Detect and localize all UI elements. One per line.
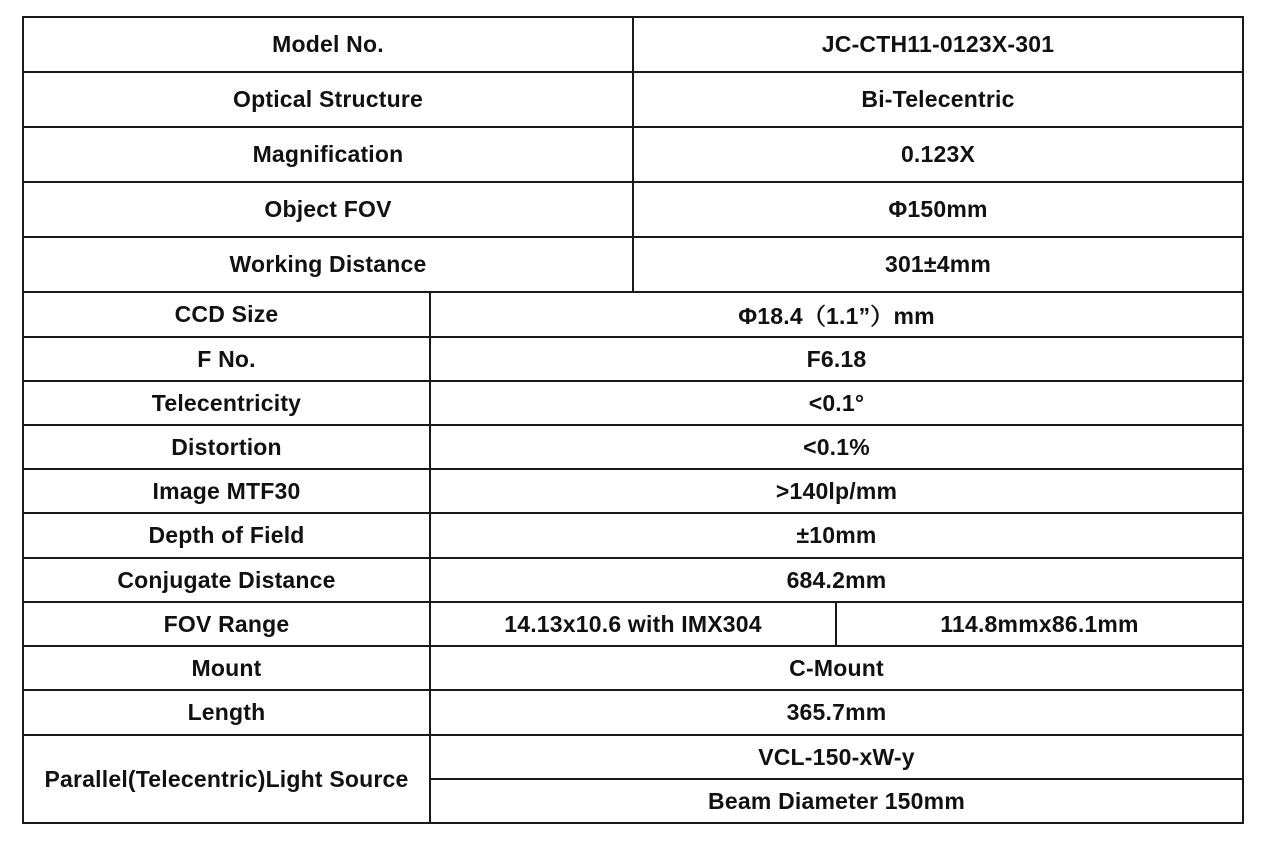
table-border-left [22,16,24,824]
column-divider [632,16,634,292]
value-light-source-beam: Beam Diameter 150mm [708,787,965,814]
table-border-bottom [22,822,1244,824]
row-divider [22,424,1244,426]
column-divider [429,291,431,824]
value-fov-range-size: 114.8mmx86.1mm [940,610,1139,637]
row-divider [429,778,1244,780]
value-length: 365.7mm [786,699,887,725]
value-ccd-size: Φ18.4（1.1”）mm [738,303,935,329]
label-magnification: Magnification [252,141,404,167]
row-divider [22,689,1244,691]
row-divider [22,557,1244,559]
label-ccd-size: CCD Size [174,301,279,327]
label-light-source: Parallel(Telecentric)Light Source [44,765,409,792]
table-border-right [1242,16,1244,824]
row-divider [22,734,1244,736]
value-f-no: F6.18 [806,345,867,372]
label-model-no: Model No. [272,31,384,57]
column-divider [835,601,837,647]
label-working-distance: Working Distance [229,251,427,277]
value-conjugate-distance: 684.2mm [786,566,887,593]
label-telecentricity: Telecentricity [151,389,302,416]
label-object-fov: Object FOV [264,196,392,222]
row-divider [22,512,1244,514]
value-optical-structure: Bi-Telecentric [861,86,1015,112]
value-mount: C-Mount [789,654,884,681]
label-optical-structure: Optical Structure [233,86,423,112]
label-fov-range: FOV Range [163,610,290,637]
row-divider [22,380,1244,382]
value-model-no: JC-CTH11-0123X-301 [821,31,1055,57]
value-fov-range-sensor: 14.13x10.6 with IMX304 [504,610,762,637]
row-divider [22,468,1244,470]
label-conjugate-distance: Conjugate Distance [117,566,336,593]
row-divider [22,601,1244,603]
value-working-distance: 301±4mm [884,251,992,277]
label-f-no: F No. [197,345,256,372]
row-divider [22,336,1244,338]
value-image-mtf30: >140lp/mm [775,477,898,504]
label-depth-of-field: Depth of Field [148,522,305,548]
row-divider [22,645,1244,647]
value-object-fov: Φ150mm [888,196,988,222]
value-depth-of-field: ±10mm [796,522,877,548]
label-distortion: Distortion [171,433,282,460]
label-image-mtf30: Image MTF30 [152,477,301,504]
value-distortion: <0.1% [803,433,870,460]
value-telecentricity: <0.1° [808,389,865,416]
value-light-source-model: VCL-150-xW-y [758,743,915,770]
value-magnification: 0.123X [900,141,976,167]
label-mount: Mount [191,654,262,681]
label-length: Length [187,699,266,725]
